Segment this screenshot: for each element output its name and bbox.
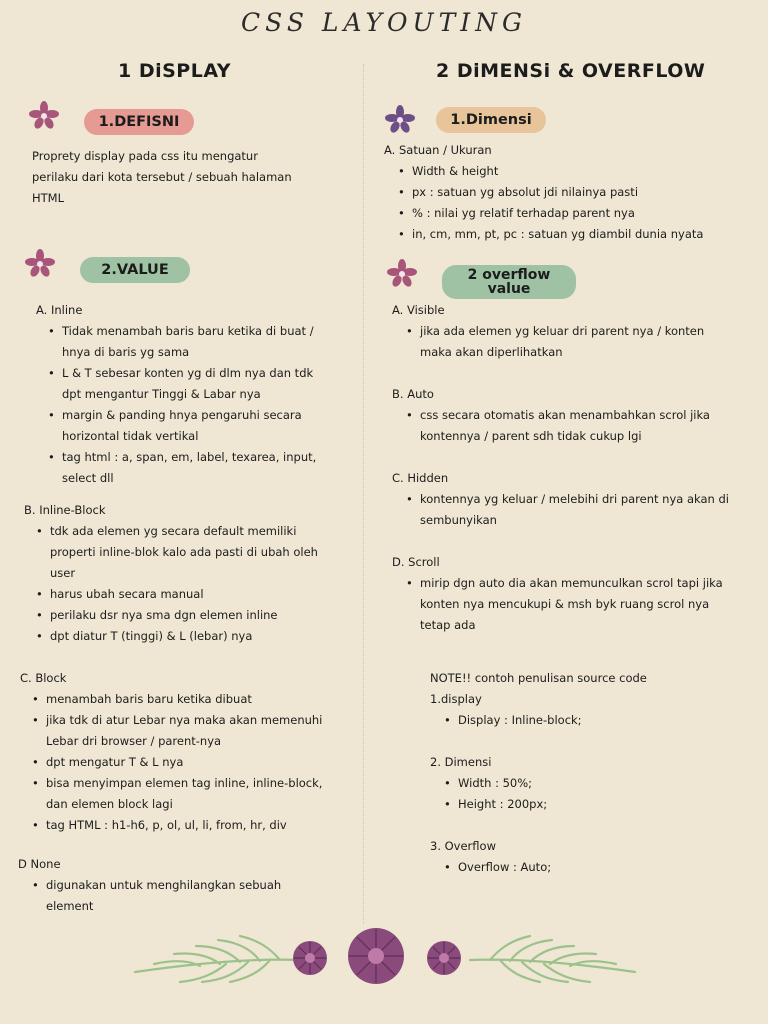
inline-block-heading: B. Inline-Block [24,503,106,517]
inline-block-list [36,521,340,647]
list-item: • kontennya yg keluar / melebihi dri parent nya akan di sembunyikan [406,489,734,531]
definisi-text: Proprety display pada css itu mengatur perilaku dari kota tersebut / sebuah halaman HTML [32,149,292,205]
flower-icon [386,258,418,290]
note-display-list [444,710,704,731]
list-item: • mirip dgn auto dia akan memunculkan scrol tapi jika konten nya mencukupi & msh byk ruang scrol nya tetap ada [406,573,734,636]
auto-list [406,405,734,447]
list-item: • jika tdk di atur Lebar nya maka akan memenuhi Lebar dri browser / parent-nya [32,710,338,752]
list-item: • Height : 200px; [444,794,704,815]
scroll-heading: D. Scroll [392,555,440,569]
list-item: • % : nilai yg relatif terhadap parent nya [398,203,758,224]
floral-garland [130,920,640,1000]
inline-list [48,321,330,489]
list-item: • L & T sebesar konten yg di dlm nya dan tdk dpt mengantur Tinggi & Labar nya [48,363,330,405]
definisi-pill: 1.DEFISNI [84,109,194,135]
list-item: • Width : 50%; [444,773,704,794]
note-display-heading: 1.display [430,692,482,706]
visible-heading: A. Visible [392,303,445,317]
list-item: • tag HTML : h1-h6, p, ol, ul, li, from, hr, div [32,815,338,836]
satuan-heading: A. Satuan / Ukuran [384,143,492,157]
list-item: • menambah baris baru ketika dibuat [32,689,338,710]
list-item: • Display : Inline-block; [444,710,704,731]
value-pill: 2.VALUE [80,257,190,283]
note-overflow-list [444,857,704,878]
hidden-list [406,489,734,531]
list-item: • Overflow : Auto; [444,857,704,878]
block-list [32,689,338,836]
list-item: • dpt mengatur T & L nya [32,752,338,773]
list-item: • tag html : a, span, em, label, texarea, input, select dll [48,447,330,489]
list-item: • dpt diatur T (tinggi) & L (lebar) nya [36,626,340,647]
overflow-pill-line1: 2 overflow [467,267,551,283]
auto-heading: B. Auto [392,387,434,401]
list-item: • in, cm, mm, pt, pc : satuan yg diambil dunia nyata [398,224,758,245]
none-heading: D None [18,857,61,871]
list-item: • px : satuan yg absolut jdi nilainya pasti [398,182,758,203]
flower-icon [28,100,60,132]
scroll-list [406,573,734,636]
note-overflow-heading: 3. Overflow [430,839,496,853]
block-heading: C. Block [20,671,67,685]
note-dimensi-heading: 2. Dimensi [430,755,492,769]
list-item: • jika ada elemen yg keluar dri parent nya / konten maka akan diperlihatkan [406,321,734,363]
list-item: • harus ubah secara manual [36,584,340,605]
overflow-pill [442,265,576,299]
list-item: • perilaku dsr nya sma dgn elemen inline [36,605,340,626]
flower-icon [384,104,416,136]
list-item: • bisa menyimpan elemen tag inline, inline-block, dan elemen block lagi [32,773,338,815]
overflow-pill-line2: value [487,281,531,297]
list-item: • Tidak menambah baris baru ketika di buat / hnya di baris yg sama [48,321,330,363]
inline-heading: A. Inline [36,303,83,317]
note-dimensi-list [444,773,704,815]
flower-icon [24,248,56,280]
hidden-heading: C. Hidden [392,471,449,485]
dimensi-list [398,161,758,245]
list-item: • tdk ada elemen yg secara default memiliki properti inline-blok kalo ada pasti di ubah oleh user [36,521,340,584]
right-column-heading: 2 DiMENSi & OVERFLOW [436,60,706,82]
list-item: • css secara otomatis akan menambahkan scrol jika kontennya / parent sdh tidak cukup lgi [406,405,734,447]
none-list [32,875,332,917]
column-divider [363,64,364,924]
list-item: • margin & panding hnya pengaruhi secara horizontal tidak vertikal [48,405,330,447]
page-title: CSS LAYOUTING [241,8,527,37]
dimensi-pill: 1.Dimensi [436,107,546,133]
visible-list [406,321,734,363]
list-item: • digunakan untuk menghilangkan sebuah element [32,875,332,917]
note-heading: NOTE!! contoh penulisan source code [430,671,647,685]
list-item: • Width & height [398,161,758,182]
left-column-heading: 1 DiSPLAY [118,60,231,82]
